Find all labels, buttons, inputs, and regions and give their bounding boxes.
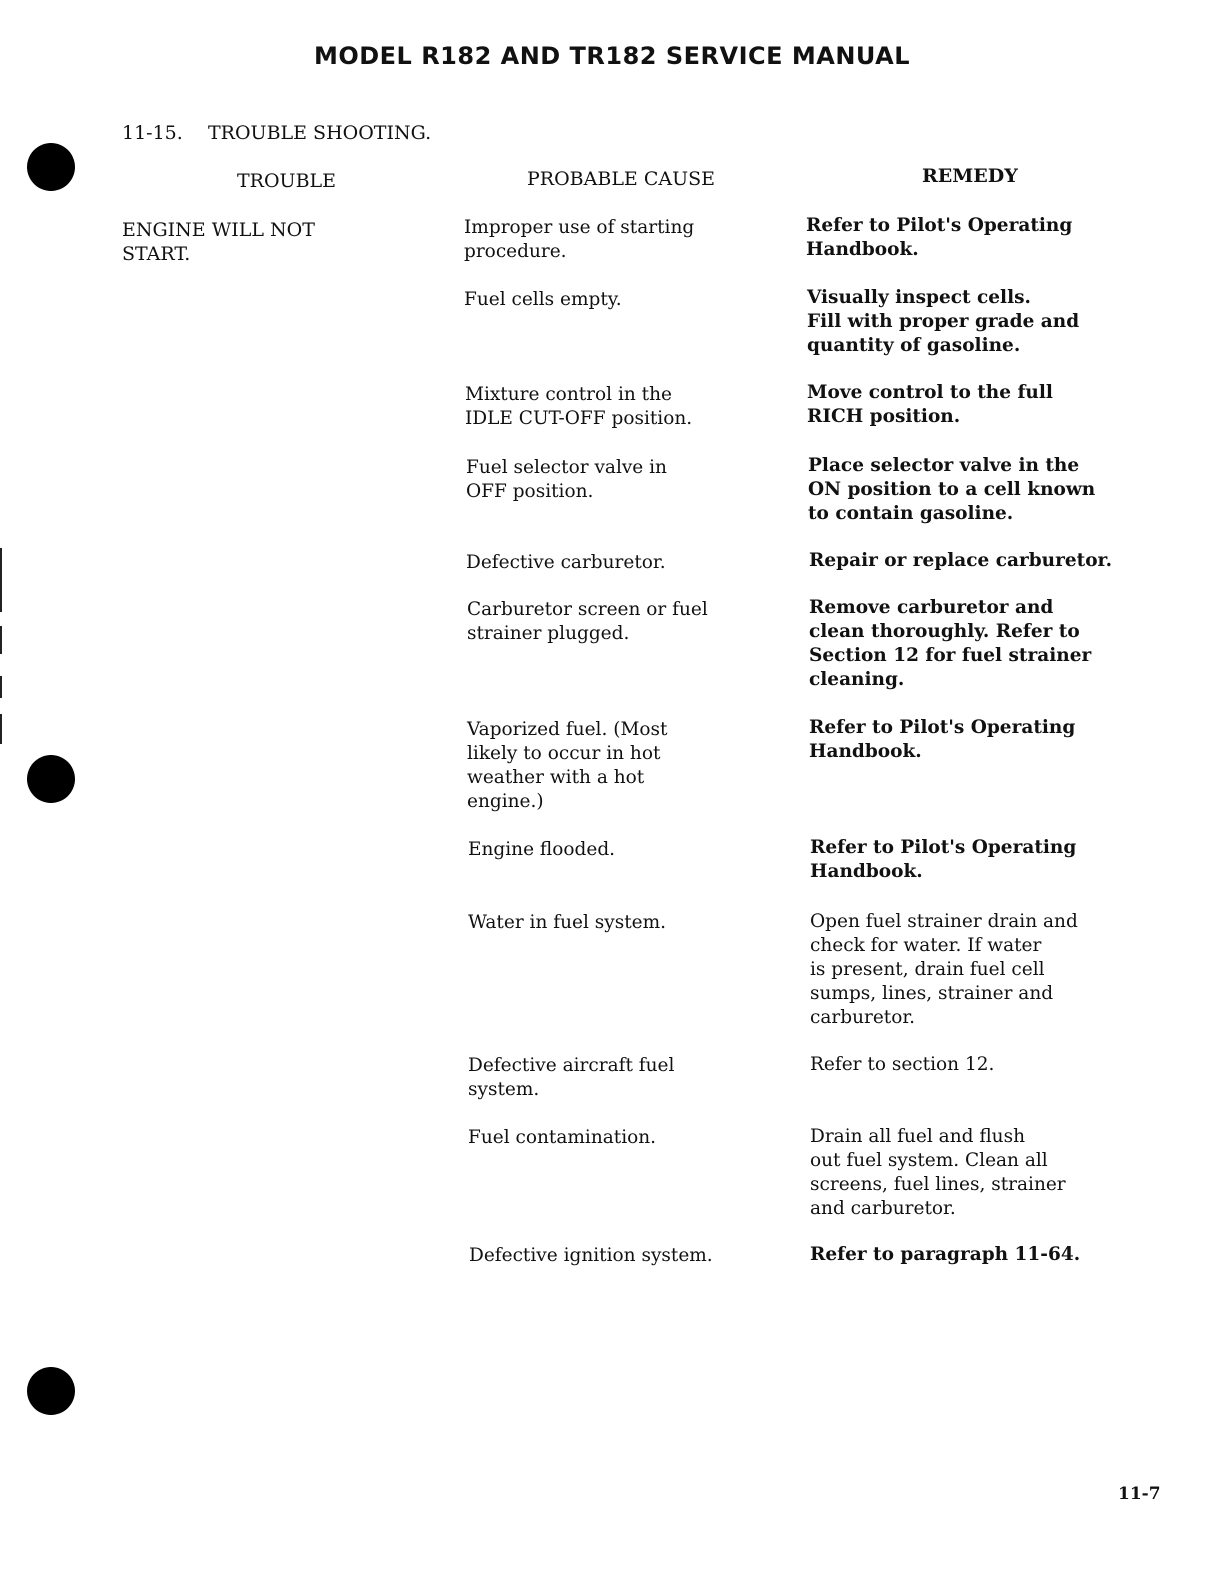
column-header-trouble: TROUBLE <box>237 170 337 192</box>
cause-cell: Fuel contamination. <box>468 1127 657 1148</box>
cause-cell: Carburetor screen or fuel strainer plugged. <box>467 599 708 644</box>
remedy-cell: Refer to Pilot's Operating Handbook. <box>809 717 1076 762</box>
cause-cell: Water in fuel system. <box>468 912 667 933</box>
cause-cell: Mixture control in the IDLE CUT-OFF position. <box>465 384 693 429</box>
column-header-remedy: REMEDY <box>922 165 1018 187</box>
binder-hole-top <box>27 143 75 191</box>
binder-hole-middle <box>27 755 75 803</box>
remedy-cell: Remove carburetor and clean thoroughly. Refer to Section 12 for fuel strainer cleaning. <box>809 597 1092 690</box>
trouble-description: ENGINE WILL NOT START. <box>122 219 315 265</box>
page-number: 11-7 <box>1118 1484 1161 1504</box>
cause-cell: Defective aircraft fuel system. <box>468 1055 675 1100</box>
margin-change-bar <box>0 714 2 744</box>
remedy-cell: Place selector valve in the ON position to a cell known to contain gasoline. <box>808 455 1096 524</box>
remedy-cell: Refer to section 12. <box>810 1054 995 1075</box>
margin-change-bar <box>0 676 2 698</box>
margin-change-bar <box>0 548 2 612</box>
section-heading <box>122 122 431 144</box>
binder-hole-bottom <box>27 1367 75 1415</box>
page-title: MODEL R182 AND TR182 SERVICE MANUAL <box>313 42 911 70</box>
cause-cell: Defective carburetor. <box>466 552 666 573</box>
remedy-cell: Visually inspect cells. Fill with proper grade and quantity of gasoline. <box>807 287 1080 356</box>
section-number: 11-15. <box>122 122 183 144</box>
margin-change-bar <box>0 626 2 654</box>
remedy-cell: Drain all fuel and flush out fuel system. Clean all screens, fuel lines, strainer and carburetor. <box>810 1126 1066 1219</box>
remedy-cell: Open fuel strainer drain and check for water. If water is present, drain fuel cell sumps, lines, strainer and carburetor. <box>810 911 1078 1028</box>
section-title: TROUBLE SHOOTING. <box>208 122 432 144</box>
remedy-cell: Repair or replace carburetor. <box>809 550 1113 571</box>
cause-cell: Engine flooded. <box>468 839 616 860</box>
cause-cell: Improper use of starting procedure. <box>464 217 695 262</box>
cause-cell: Fuel cells empty. <box>464 289 622 310</box>
remedy-cell: Refer to Pilot's Operating Handbook. <box>806 215 1073 260</box>
column-header-probable-cause: PROBABLE CAUSE <box>527 168 715 190</box>
cause-cell: Defective ignition system. <box>469 1245 713 1266</box>
cause-cell: Vaporized fuel. (Most likely to occur in hot weather with a hot engine.) <box>467 719 668 812</box>
remedy-cell: Refer to Pilot's Operating Handbook. <box>810 837 1077 882</box>
cause-cell: Fuel selector valve in OFF position. <box>466 457 667 502</box>
remedy-cell: Move control to the full RICH position. <box>807 382 1053 427</box>
remedy-cell: Refer to paragraph 11-64. <box>810 1244 1081 1265</box>
